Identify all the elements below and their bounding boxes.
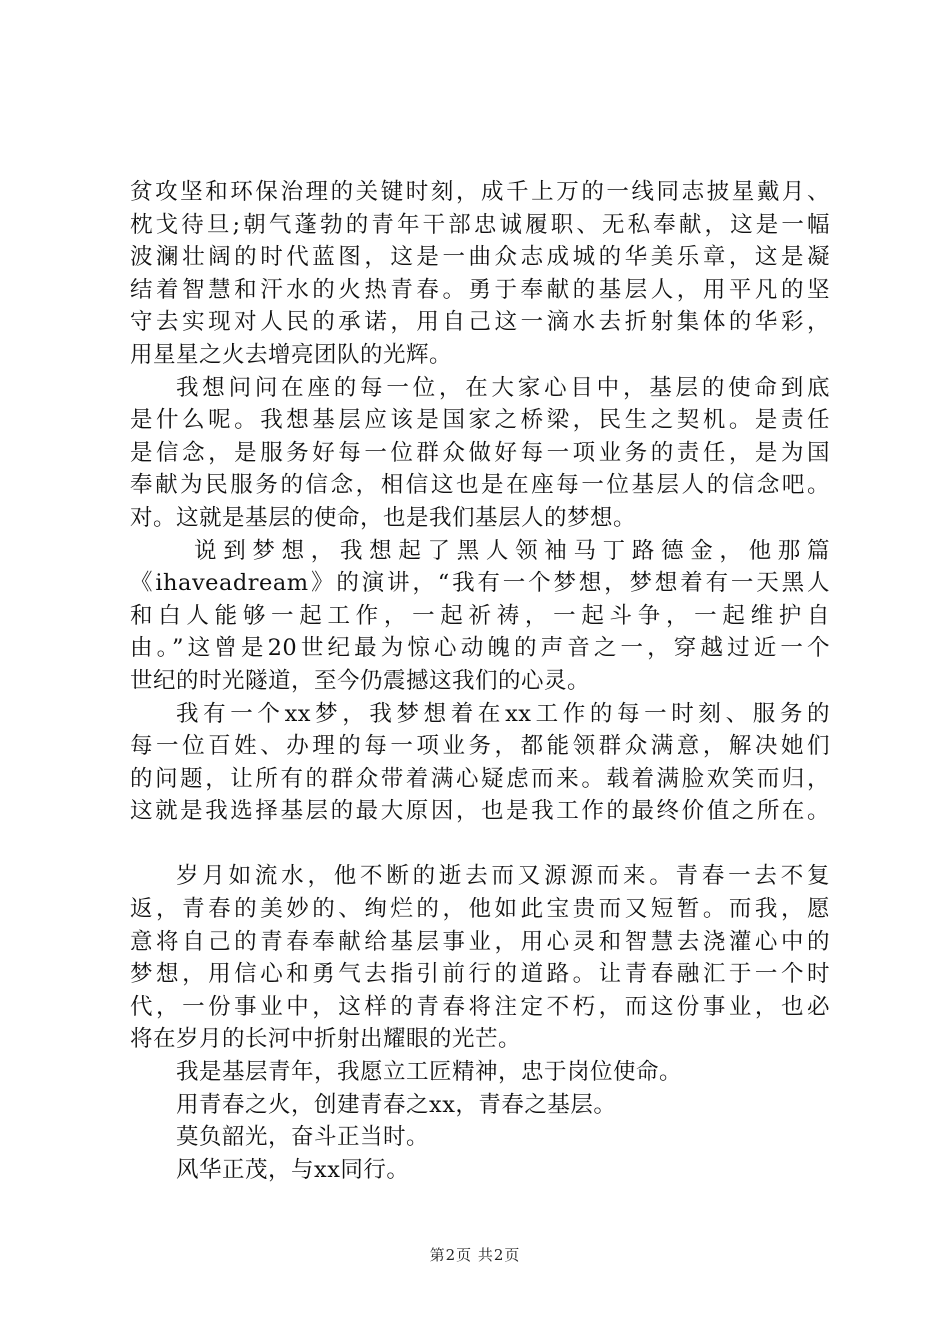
closing-line: 风华正茂，与xx同行。 [176, 1156, 410, 1183]
paragraph-start-line: 我有一个xx梦，我梦想着在xx工作的每一时刻、服务的 [176, 700, 830, 727]
text-line: 《ihaveadream》的演讲，“我有一个梦想，梦想着有一天黑人 [130, 570, 830, 597]
text-line: 对。这就是基层的使命，也是我们基层人的梦想。 [130, 504, 637, 531]
text-line: 波澜壮阔的时代蓝图，这是一曲众志成城的华美乐章，这是凝 [130, 244, 830, 271]
closing-line: 用青春之火，创建青春之xx，青春之基层。 [176, 1091, 617, 1118]
paragraph-start-line: 说到梦想，我想起了黑人领袖马丁路德金，他那篇 [194, 537, 830, 564]
text-line: 返，青春的美妙的、绚烂的，他如此宝贵而又短暂。而我，愿 [130, 896, 830, 923]
text-line: 是信念，是服务好每一位群众做好每一项业务的责任，是为国 [130, 439, 830, 466]
text-line: 这就是我选择基层的最大原因，也是我工作的最终价值之所在。 [130, 798, 830, 825]
text-line: 将在岁月的长河中折射出耀眼的光芒。 [130, 1026, 522, 1053]
text-line: 意将自己的青春奉献给基层事业，用心灵和智慧去浇灌心中的 [130, 928, 830, 955]
text-line: 世纪的时光隧道，至今仍震撼这我们的心灵。 [130, 667, 591, 694]
paragraph-start-line: 岁月如流水，他不断的逝去而又源源而来。青春一去不复 [176, 863, 830, 890]
closing-line: 莫负韶光，奋斗正当时。 [176, 1124, 430, 1151]
text-line: 代，一份事业中，这样的青春将注定不朽，而这份事业，也必 [130, 993, 830, 1020]
text-line: 守去实现对人民的承诺，用自己这一滴水去折射集体的华彩， [130, 309, 830, 336]
body-text [130, 176, 830, 1186]
text-line: 用星星之火去增亮团队的光辉。 [130, 341, 453, 368]
text-line: 贫攻坚和环保治理的关键时刻，成千上万的一线同志披星戴月、 [130, 179, 830, 205]
closing-line: 我是基层青年，我愿立工匠精神，忠于岗位使命。 [176, 1059, 683, 1086]
text-line: 每一位百姓、办理的每一项业务，都能领群众满意，解决她们 [130, 733, 830, 760]
text-line: 的问题，让所有的群众带着满心疑虑而来。载着满脸欢笑而归， [130, 765, 830, 792]
text-line: 和白人能够一起工作，一起祈祷，一起斗争，一起维护自 [130, 602, 830, 629]
text-line: 由。”这曾是20世纪最为惊心动魄的声音之一，穿越过近一个 [130, 635, 830, 662]
text-line: 枕戈待旦;朝气蓬勃的青年干部忠诚履职、无私奉献，这是一幅 [130, 211, 830, 238]
blank-line [130, 828, 830, 861]
text-line: 梦想，用信心和勇气去指引前行的道路。让青春融汇于一个时 [130, 961, 830, 988]
text-line: 结着智慧和汗水的火热青春。勇于奉献的基层人，用平凡的坚 [130, 276, 830, 303]
paragraph-start-line: 我想问问在座的每一位，在大家心目中，基层的使命到底 [176, 374, 830, 401]
text-line: 是什么呢。我想基层应该是国家之桥梁，民生之契机。是责任 [130, 407, 830, 434]
text-line: 奉献为民服务的信念，相信这也是在座每一位基层人的信念吧。 [130, 472, 830, 499]
page-number-footer: 第2页 共2页 [429, 1246, 521, 1264]
